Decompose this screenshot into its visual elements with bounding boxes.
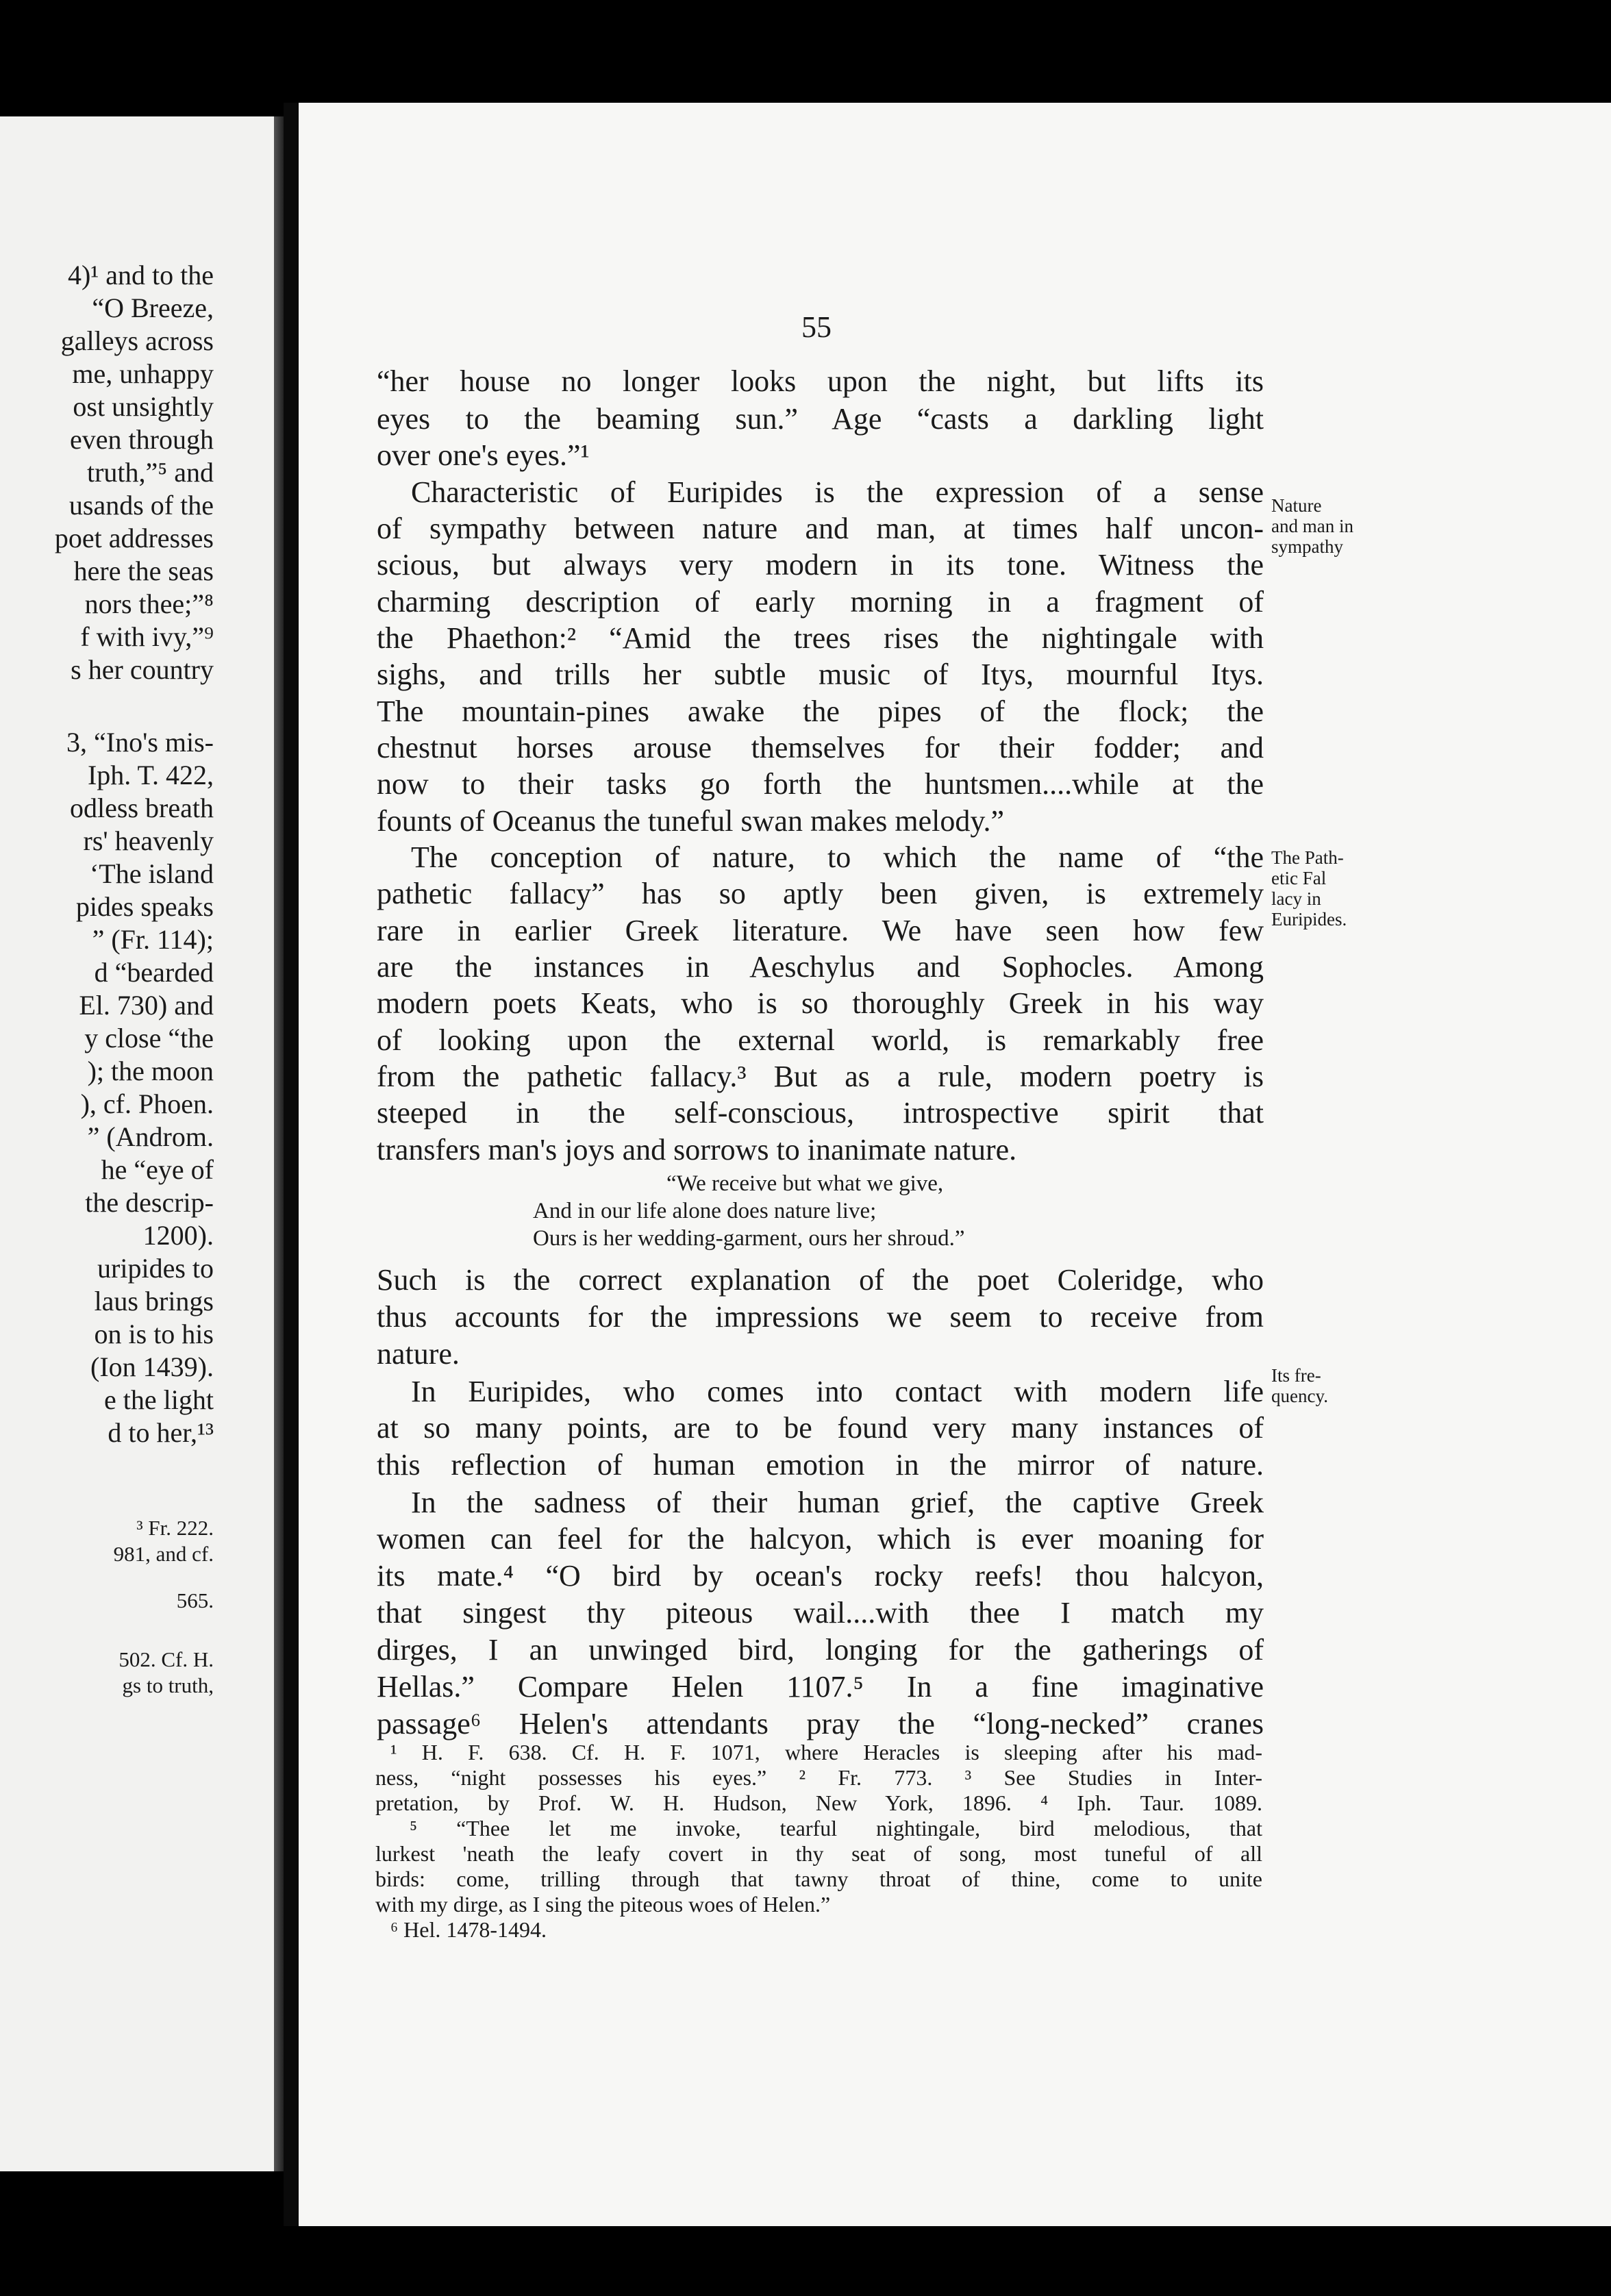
- left-page-line: truth,”⁵ and: [87, 457, 214, 488]
- footnote-line: ⁵ “Thee let me invoke, tearful nightingale, bird melodious, that: [410, 1816, 1262, 1840]
- left-page-line: the descrip-: [85, 1187, 214, 1218]
- body-line: now to their tasks go forth the huntsmen....while at the: [377, 767, 1264, 801]
- left-page-line: ” (Fr. 114);: [92, 924, 214, 955]
- left-page: [0, 116, 274, 2171]
- body-line: at so many points, are to be found very many instances of: [377, 1411, 1264, 1445]
- body-line: of sympathy between nature and man, at times half uncon-: [377, 512, 1264, 545]
- body-line: of looking upon the external world, is remarkably free: [377, 1023, 1264, 1057]
- left-page-line: 1200).: [142, 1220, 214, 1251]
- body-line: chestnut horses arouse themselves for their fodder; and: [377, 731, 1264, 764]
- body-line: founts of Oceanus the tuneful swan makes melody.”: [377, 804, 1005, 838]
- body-line: are the instances in Aeschylus and Sophocles. Among: [377, 950, 1264, 984]
- body-line: The mountain-pines awake the pipes of the flock; the: [377, 695, 1264, 728]
- footnote-line: ¹ H. F. 638. Cf. H. F. 1071, where Heracles is sleeping after his mad-: [390, 1740, 1262, 1764]
- body-line: In Euripides, who comes into contact with modern life: [411, 1375, 1264, 1408]
- body-line: its mate.⁴ “O bird by ocean's rocky reefs! thou halcyon,: [377, 1559, 1264, 1593]
- left-page-line: d “bearded: [94, 957, 214, 988]
- body-line: modern poets Keats, who is so thoroughly Greek in his way: [377, 986, 1264, 1020]
- margin-note-line: etic Fal: [1271, 868, 1327, 888]
- left-page-line: poet addresses: [54, 523, 214, 553]
- left-page-line: f with ivy,”⁹: [80, 621, 214, 652]
- book-spine: [284, 103, 299, 2226]
- left-page-line: laus brings: [94, 1286, 214, 1317]
- footnote-line: ness, “night possesses his eyes.” ² Fr. 773. ³ See Studies in Inter-: [375, 1765, 1262, 1790]
- left-page-line: (Ion 1439).: [90, 1351, 214, 1382]
- margin-note-line: Its fre-: [1271, 1365, 1321, 1386]
- body-line: dirges, I an unwinged bird, longing for the gatherings of: [377, 1633, 1264, 1667]
- body-line: steeped in the self-conscious, introspective spirit that: [377, 1096, 1264, 1130]
- left-page-line: usands of the: [68, 490, 214, 521]
- body-line: transfers man's joys and sorrows to inanimate nature.: [377, 1133, 1017, 1166]
- left-page-line: ‘The island: [89, 858, 214, 889]
- margin-note-line: and man in: [1271, 516, 1353, 536]
- left-page-line: 3, “Ino's mis-: [66, 727, 214, 758]
- page-number: 55: [801, 310, 832, 344]
- footnote-line: with my dirge, as I sing the piteous woes of Helen.”: [375, 1892, 831, 1917]
- footnote-line: lurkest 'neath the leafy covert in thy seat of song, most tuneful of all: [375, 1841, 1262, 1866]
- body-line: eyes to the beaming sun.” Age “casts a darkling light: [377, 402, 1264, 436]
- left-page-line: d to her,¹³: [108, 1417, 214, 1448]
- body-line: Characteristic of Euripides is the expression of a sense: [411, 475, 1264, 509]
- left-page-line: pides speaks: [75, 891, 214, 922]
- left-page-line: El. 730) and: [79, 990, 214, 1021]
- body-line: women can feel for the halcyon, which is ever moaning for: [377, 1522, 1264, 1556]
- margin-note-line: sympathy: [1271, 536, 1343, 557]
- body-line: passage⁶ Helen's attendants pray the “long-necked” cranes: [377, 1707, 1264, 1740]
- page-gutter-shadow: [274, 116, 284, 2171]
- left-page-line: e the light: [104, 1384, 214, 1415]
- body-line: that singest thy piteous wail....with thee I match my: [377, 1596, 1264, 1630]
- left-page-line: here the seas: [73, 556, 214, 586]
- body-line: over one's eyes.”¹: [377, 438, 590, 472]
- body-line: thus accounts for the impressions we seem to receive from: [377, 1300, 1264, 1334]
- left-page-footnote: 565.: [176, 1588, 214, 1612]
- body-line: In the sadness of their human grief, the captive Greek: [411, 1486, 1264, 1519]
- left-page-line: ), cf. Phoen.: [80, 1088, 214, 1119]
- footnote-line: pretation, by Prof. W. H. Hudson, New York, 1896. ⁴ Iph. Taur. 1089.: [375, 1790, 1262, 1815]
- left-page-footnote: ³ Fr. 222.: [136, 1516, 214, 1540]
- left-page-line: Iph. T. 422,: [87, 760, 214, 790]
- left-page-line: uripides to: [97, 1253, 214, 1284]
- body-line: “her house no longer looks upon the night, but lifts its: [377, 364, 1264, 398]
- body-line: charming description of early morning in a fragment of: [377, 585, 1264, 619]
- margin-note-line: quency.: [1271, 1386, 1328, 1406]
- body-line: from the pathetic fallacy.³ But as a rule, modern poetry is: [377, 1060, 1264, 1093]
- body-line: the Phaethon:² “Amid the trees rises the nightingale with: [377, 621, 1264, 655]
- body-line: Such is the correct explanation of the poet Coleridge, who: [377, 1263, 1264, 1297]
- margin-note-line: The Path-: [1271, 847, 1344, 868]
- body-line: this reflection of human emotion in the mirror of nature.: [377, 1448, 1264, 1482]
- quote-line: And in our life alone does nature live;: [533, 1199, 877, 1223]
- body-line: pathetic fallacy” has so aptly been given, is extremely: [377, 877, 1264, 910]
- left-page-line: me, unhappy: [72, 358, 214, 389]
- body-line: sighs, and trills her subtle music of Itys, mournful Itys.: [377, 658, 1264, 691]
- margin-note-line: lacy in: [1271, 888, 1321, 909]
- body-line: The conception of nature, to which the name of “the: [411, 840, 1264, 874]
- margin-note-line: Nature: [1271, 495, 1322, 516]
- body-line: Hellas.” Compare Helen 1107.⁵ In a fine imaginative: [377, 1670, 1264, 1704]
- quote-line: “We receive but what we give,: [666, 1171, 944, 1196]
- left-page-line: y close “the: [84, 1023, 214, 1053]
- left-page-line: ost unsightly: [73, 391, 214, 422]
- left-page-line: on is to his: [94, 1319, 214, 1349]
- left-page-line: ” (Androm.: [87, 1121, 214, 1152]
- left-page-line: rs' heavenly: [83, 825, 214, 856]
- left-page-line: he “eye of: [101, 1154, 214, 1185]
- body-line: scious, but always very modern in its tone. Witness the: [377, 548, 1264, 582]
- margin-note-line: Euripides.: [1271, 909, 1347, 929]
- left-page-line: “O Breeze,: [92, 292, 214, 323]
- footnote-line: ⁶ Hel. 1478-1494.: [390, 1917, 547, 1942]
- left-page-line: odless breath: [70, 793, 214, 823]
- body-line: nature.: [377, 1337, 460, 1371]
- left-page-line: ); the moon: [87, 1056, 214, 1086]
- left-page-line: s her country: [71, 654, 214, 685]
- left-page-footnote: gs to truth,: [122, 1673, 214, 1697]
- body-line: rare in earlier Greek literature. We have seen how few: [377, 914, 1264, 947]
- left-page-line: even through: [70, 424, 214, 455]
- left-page-footnote: 502. Cf. H.: [118, 1647, 214, 1671]
- left-page-line: nors thee;”⁸: [84, 588, 214, 619]
- left-page-footnote: 981, and cf.: [113, 1542, 214, 1566]
- footnote-line: birds: come, trilling through that tawny throat of thine, come to unite: [375, 1867, 1262, 1891]
- left-page-line: 4)¹ and to the: [67, 260, 214, 290]
- left-page-line: galleys across: [60, 325, 214, 356]
- quote-line: Ours is her wedding-garment, ours her shroud.”: [533, 1226, 965, 1251]
